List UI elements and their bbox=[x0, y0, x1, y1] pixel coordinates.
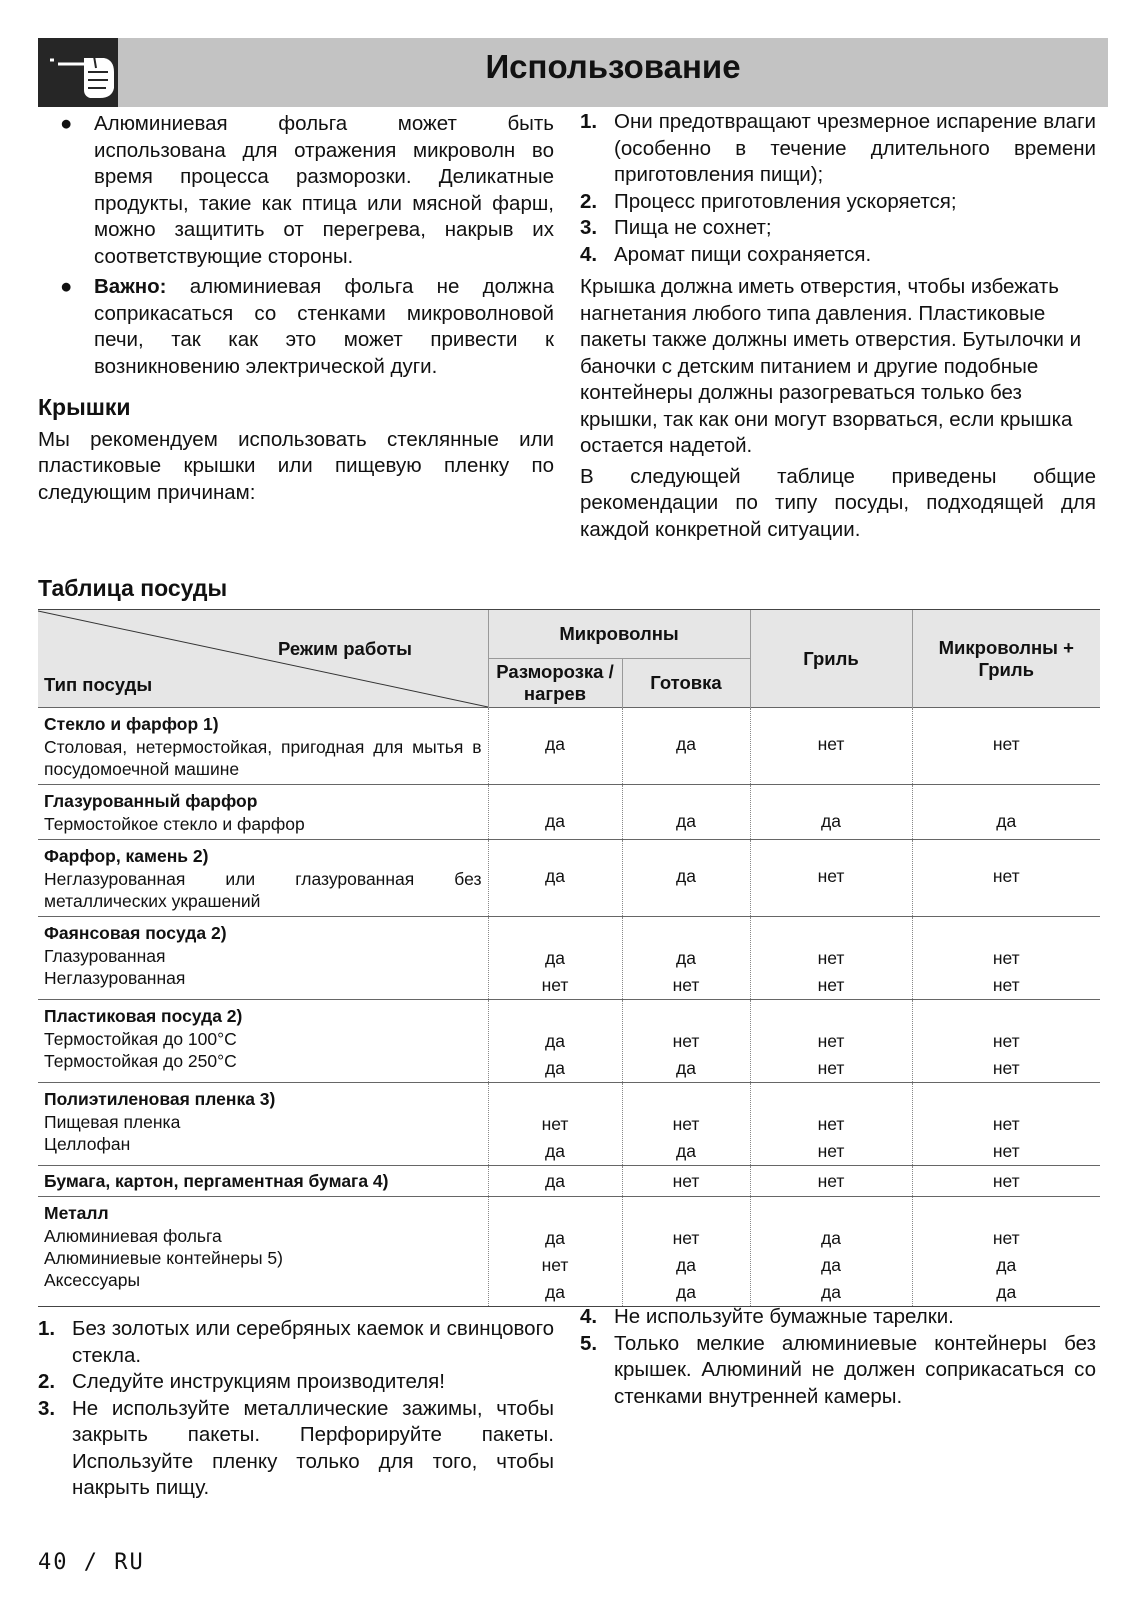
important-bullet-text: алюминиевая фольга не должна соприкасаться со стенками микроволновой печи, так как это может привести к возникновению электрической дуги. bbox=[94, 275, 554, 378]
value-cell bbox=[488, 1000, 622, 1083]
page-title: Использование bbox=[485, 48, 741, 85]
footnote-item: 4. Не используйте бумажные тарелки. bbox=[580, 1305, 954, 1328]
value-cell bbox=[750, 1000, 912, 1083]
cell-value: да bbox=[676, 1058, 696, 1078]
value-cell bbox=[622, 1197, 750, 1307]
value-cell bbox=[488, 1197, 622, 1307]
item-label: Пищевая пленка bbox=[44, 1112, 181, 1132]
list-item: 4. Аромат пищи сохраняется. bbox=[580, 242, 872, 266]
defrost-header: Разморозка / нагрев bbox=[488, 659, 622, 708]
category-cell bbox=[38, 1083, 488, 1166]
category-label: Металл bbox=[44, 1203, 109, 1223]
cell-value: да bbox=[996, 1282, 1017, 1302]
footnote-item: 2. Следуйте инструкциям производителя! bbox=[38, 1370, 445, 1393]
list-item: 3. Пища не сохнет; bbox=[580, 216, 772, 239]
cell-value: нет bbox=[817, 734, 845, 754]
value-cell bbox=[912, 785, 1100, 840]
cooking-header: Готовка bbox=[622, 659, 750, 708]
item-label: Аксессуары bbox=[44, 1270, 141, 1290]
value-cell bbox=[622, 840, 750, 917]
cell-value: да bbox=[821, 1282, 841, 1302]
cell-value: нет bbox=[992, 1058, 1020, 1078]
cell-value: да bbox=[821, 811, 841, 831]
cell-value: нет bbox=[622, 1166, 750, 1197]
category-label: Бумага, картон, пергаментная бумага 4) bbox=[38, 1166, 488, 1197]
list-item: 1. Они предотвращают чрезмерное испарение влаги (особенно в течение длительного времени приготовления пищи); bbox=[580, 110, 1096, 186]
right-column bbox=[580, 109, 1096, 543]
value-cell bbox=[750, 840, 912, 917]
category-cell bbox=[38, 708, 488, 785]
value-cell bbox=[912, 1083, 1100, 1166]
category-label: Глазурованный фарфор bbox=[44, 791, 258, 811]
dishware-table bbox=[38, 609, 1100, 1307]
table-heading: Таблица посуды bbox=[38, 575, 228, 601]
cell-value: да bbox=[545, 866, 565, 886]
cell-value: нет bbox=[992, 1228, 1020, 1248]
item-label: Термостойкое стекло и фарфор bbox=[44, 814, 305, 834]
cell-value: нет bbox=[541, 975, 569, 995]
table-row bbox=[38, 1166, 1100, 1197]
category-cell bbox=[38, 1197, 488, 1307]
category-label: Фаянсовая посуда 2) bbox=[44, 923, 227, 943]
value-cell bbox=[750, 1197, 912, 1307]
cell-value: нет bbox=[992, 1141, 1020, 1161]
cell-value: да bbox=[545, 734, 565, 754]
cell-value: нет bbox=[992, 734, 1020, 754]
footnotes-right bbox=[580, 1304, 1096, 1410]
value-cell bbox=[912, 1000, 1100, 1083]
cell-value: нет bbox=[817, 1031, 845, 1051]
cell-value: нет bbox=[672, 975, 700, 995]
cell-value: нет bbox=[817, 975, 845, 995]
lids-heading: Крышки bbox=[38, 394, 131, 420]
cell-value: да bbox=[545, 1282, 565, 1302]
item-label: Алюминиевая фольга bbox=[44, 1226, 222, 1246]
table-row bbox=[38, 1083, 1100, 1166]
cell-value: да bbox=[676, 1141, 696, 1161]
microwave-header: Микроволны bbox=[488, 610, 750, 659]
cell-value: нет bbox=[992, 948, 1020, 968]
footnote-item: 5. Только мелкие алюминиевые контейнеры без крышек. Алюминий не должен соприкасаться со стенками внутренней камеры. bbox=[580, 1331, 1096, 1408]
cell-value: нет bbox=[992, 866, 1020, 886]
item-label: Термостойкая до 100°C bbox=[44, 1029, 237, 1049]
cell-value: нет bbox=[992, 1031, 1020, 1051]
page-number: 40 / RU bbox=[38, 1550, 145, 1575]
value-cell bbox=[912, 1197, 1100, 1307]
footnotes-left bbox=[38, 1316, 554, 1502]
cell-value: да bbox=[545, 811, 565, 831]
value-cell bbox=[750, 1083, 912, 1166]
foil-bullet-text: Алюминиевая фольга может быть использована для отражения микроволн во время процесса разморозки. Деликатные продукты, такие как птица или мясной фарш, можно защитить от перегрева, накрыв их соответствующие стороны. bbox=[94, 112, 554, 268]
cell-value: да bbox=[821, 1255, 841, 1275]
table-row bbox=[38, 917, 1100, 1000]
item-label: Целлофан bbox=[44, 1134, 131, 1154]
category-cell bbox=[38, 1000, 488, 1083]
cell-value: нет bbox=[672, 1228, 700, 1248]
table-row bbox=[38, 840, 1100, 917]
value-cell bbox=[488, 917, 622, 1000]
cell-value: нет bbox=[672, 1114, 700, 1134]
cell-value: нет bbox=[817, 1114, 845, 1134]
cell-value: да bbox=[676, 1255, 696, 1275]
value-cell bbox=[750, 785, 912, 840]
value-cell bbox=[622, 1083, 750, 1166]
combo-header: Микроволны + Гриль bbox=[912, 610, 1100, 708]
table-row bbox=[38, 1000, 1100, 1083]
category-label: Фарфор, камень 2) bbox=[44, 846, 209, 866]
left-column bbox=[38, 111, 554, 506]
footnote-item: 1. Без золотых или серебряных каемок и свинцового стекла. bbox=[38, 1317, 554, 1367]
category-label: Стекло и фарфор 1) bbox=[44, 714, 219, 734]
cell-value: нет bbox=[750, 1166, 912, 1197]
category-cell bbox=[38, 785, 488, 840]
cell-value: да bbox=[676, 866, 696, 886]
value-cell bbox=[622, 1000, 750, 1083]
category-label: Полиэтиленовая пленка 3) bbox=[44, 1089, 276, 1109]
pointing-hand-icon bbox=[38, 38, 118, 107]
value-cell bbox=[912, 840, 1100, 917]
footnote-item: 3. Не используйте металлические зажимы, чтобы закрыть пакеты. Перфорируйте пакеты. Используйте пленку только для того, чтобы накрыть пищу. bbox=[38, 1396, 554, 1499]
value-cell bbox=[488, 708, 622, 785]
cell-value: да bbox=[676, 948, 696, 968]
lid-paragraph: Крышка должна иметь отверстия, чтобы избежать нагнетания любого типа давления. Пластиковые пакеты также должны иметь отверстия. Бутылочки и баночки с детским питанием и другие подобные контейнеры должны разогреваться только без крышки, так как они могут взорваться, если крышка остается надетой. bbox=[580, 275, 1082, 457]
cell-value: да bbox=[821, 1228, 841, 1248]
list-item: ● Важно: алюминиевая фольга не должна соприкасаться со стенками микроволновой печи, так как это может привести к возникновению электрической дуги. bbox=[60, 275, 554, 378]
value-cell bbox=[750, 708, 912, 785]
item-label: Неглазурованная или глазурованная без металлических украшений bbox=[44, 869, 482, 911]
value-cell bbox=[750, 917, 912, 1000]
list-item: 2. Процесс приготовления ускоряется; bbox=[580, 189, 957, 213]
cell-value: да bbox=[545, 948, 565, 968]
item-label: Неглазурованная bbox=[44, 968, 186, 988]
list-item: ● Алюминиевая фольга может быть использована для отражения микроволн во время процесса разморозки. Деликатные продукты, такие как птица или мясной фарш, можно защитить от перегрева, накрыв их соответствующие стороны. bbox=[60, 112, 554, 268]
table-intro-paragraph: В следующей таблице приведены общие рекомендации по типу посуды, подходящей для каждой конкретной ситуации. bbox=[580, 464, 1096, 541]
cell-value: да bbox=[676, 811, 696, 831]
mode-label: Режим работы bbox=[278, 638, 412, 659]
value-cell bbox=[622, 785, 750, 840]
item-label: Столовая, нетермостойкая, пригодная для мытья в посудомоечной машине bbox=[44, 737, 482, 779]
cell-value: нет bbox=[817, 948, 845, 968]
table-row bbox=[38, 1197, 1100, 1307]
important-label: Важно: bbox=[94, 275, 167, 298]
cell-value: нет bbox=[992, 1114, 1020, 1134]
grill-header: Гриль bbox=[750, 610, 912, 708]
value-cell bbox=[622, 917, 750, 1000]
cell-value: нет bbox=[992, 975, 1020, 995]
value-cell bbox=[912, 708, 1100, 785]
item-label: Алюминиевые контейнеры 5) bbox=[44, 1248, 283, 1268]
value-cell bbox=[488, 1083, 622, 1166]
cell-value: нет bbox=[817, 866, 845, 886]
cell-value: нет bbox=[817, 1141, 845, 1161]
category-cell bbox=[38, 840, 488, 917]
item-label: Глазурованная bbox=[44, 946, 166, 966]
cell-value: нет bbox=[817, 1058, 845, 1078]
cell-value: да bbox=[996, 811, 1017, 831]
cell-value: нет bbox=[912, 1166, 1100, 1197]
value-cell bbox=[488, 840, 622, 917]
cell-value: да bbox=[545, 1058, 565, 1078]
category-label: Пластиковая посуда 2) bbox=[44, 1006, 243, 1026]
cell-value: да bbox=[996, 1255, 1017, 1275]
cell-value: да bbox=[488, 1166, 622, 1197]
cell-value: да bbox=[676, 734, 696, 754]
table-row bbox=[38, 708, 1100, 785]
table-row bbox=[38, 785, 1100, 840]
page-header bbox=[38, 38, 1108, 107]
cell-value: да bbox=[676, 1282, 696, 1302]
cell-value: нет bbox=[541, 1255, 569, 1275]
type-label: Тип посуды bbox=[44, 674, 153, 695]
cell-value: нет bbox=[672, 1031, 700, 1051]
category-cell bbox=[38, 917, 488, 1000]
cell-value: нет bbox=[541, 1114, 569, 1134]
header-diagonal-cell bbox=[38, 610, 488, 708]
item-label: Термостойкая до 250°C bbox=[44, 1051, 237, 1071]
cell-value: да bbox=[545, 1228, 565, 1248]
value-cell bbox=[912, 917, 1100, 1000]
value-cell bbox=[622, 708, 750, 785]
lids-paragraph: Мы рекомендуем использовать стеклянные или пластиковые крышки или пищевую пленку по следующим причинам: bbox=[38, 427, 554, 504]
value-cell bbox=[488, 785, 622, 840]
cell-value: да bbox=[545, 1031, 565, 1051]
cell-value: да bbox=[545, 1141, 565, 1161]
